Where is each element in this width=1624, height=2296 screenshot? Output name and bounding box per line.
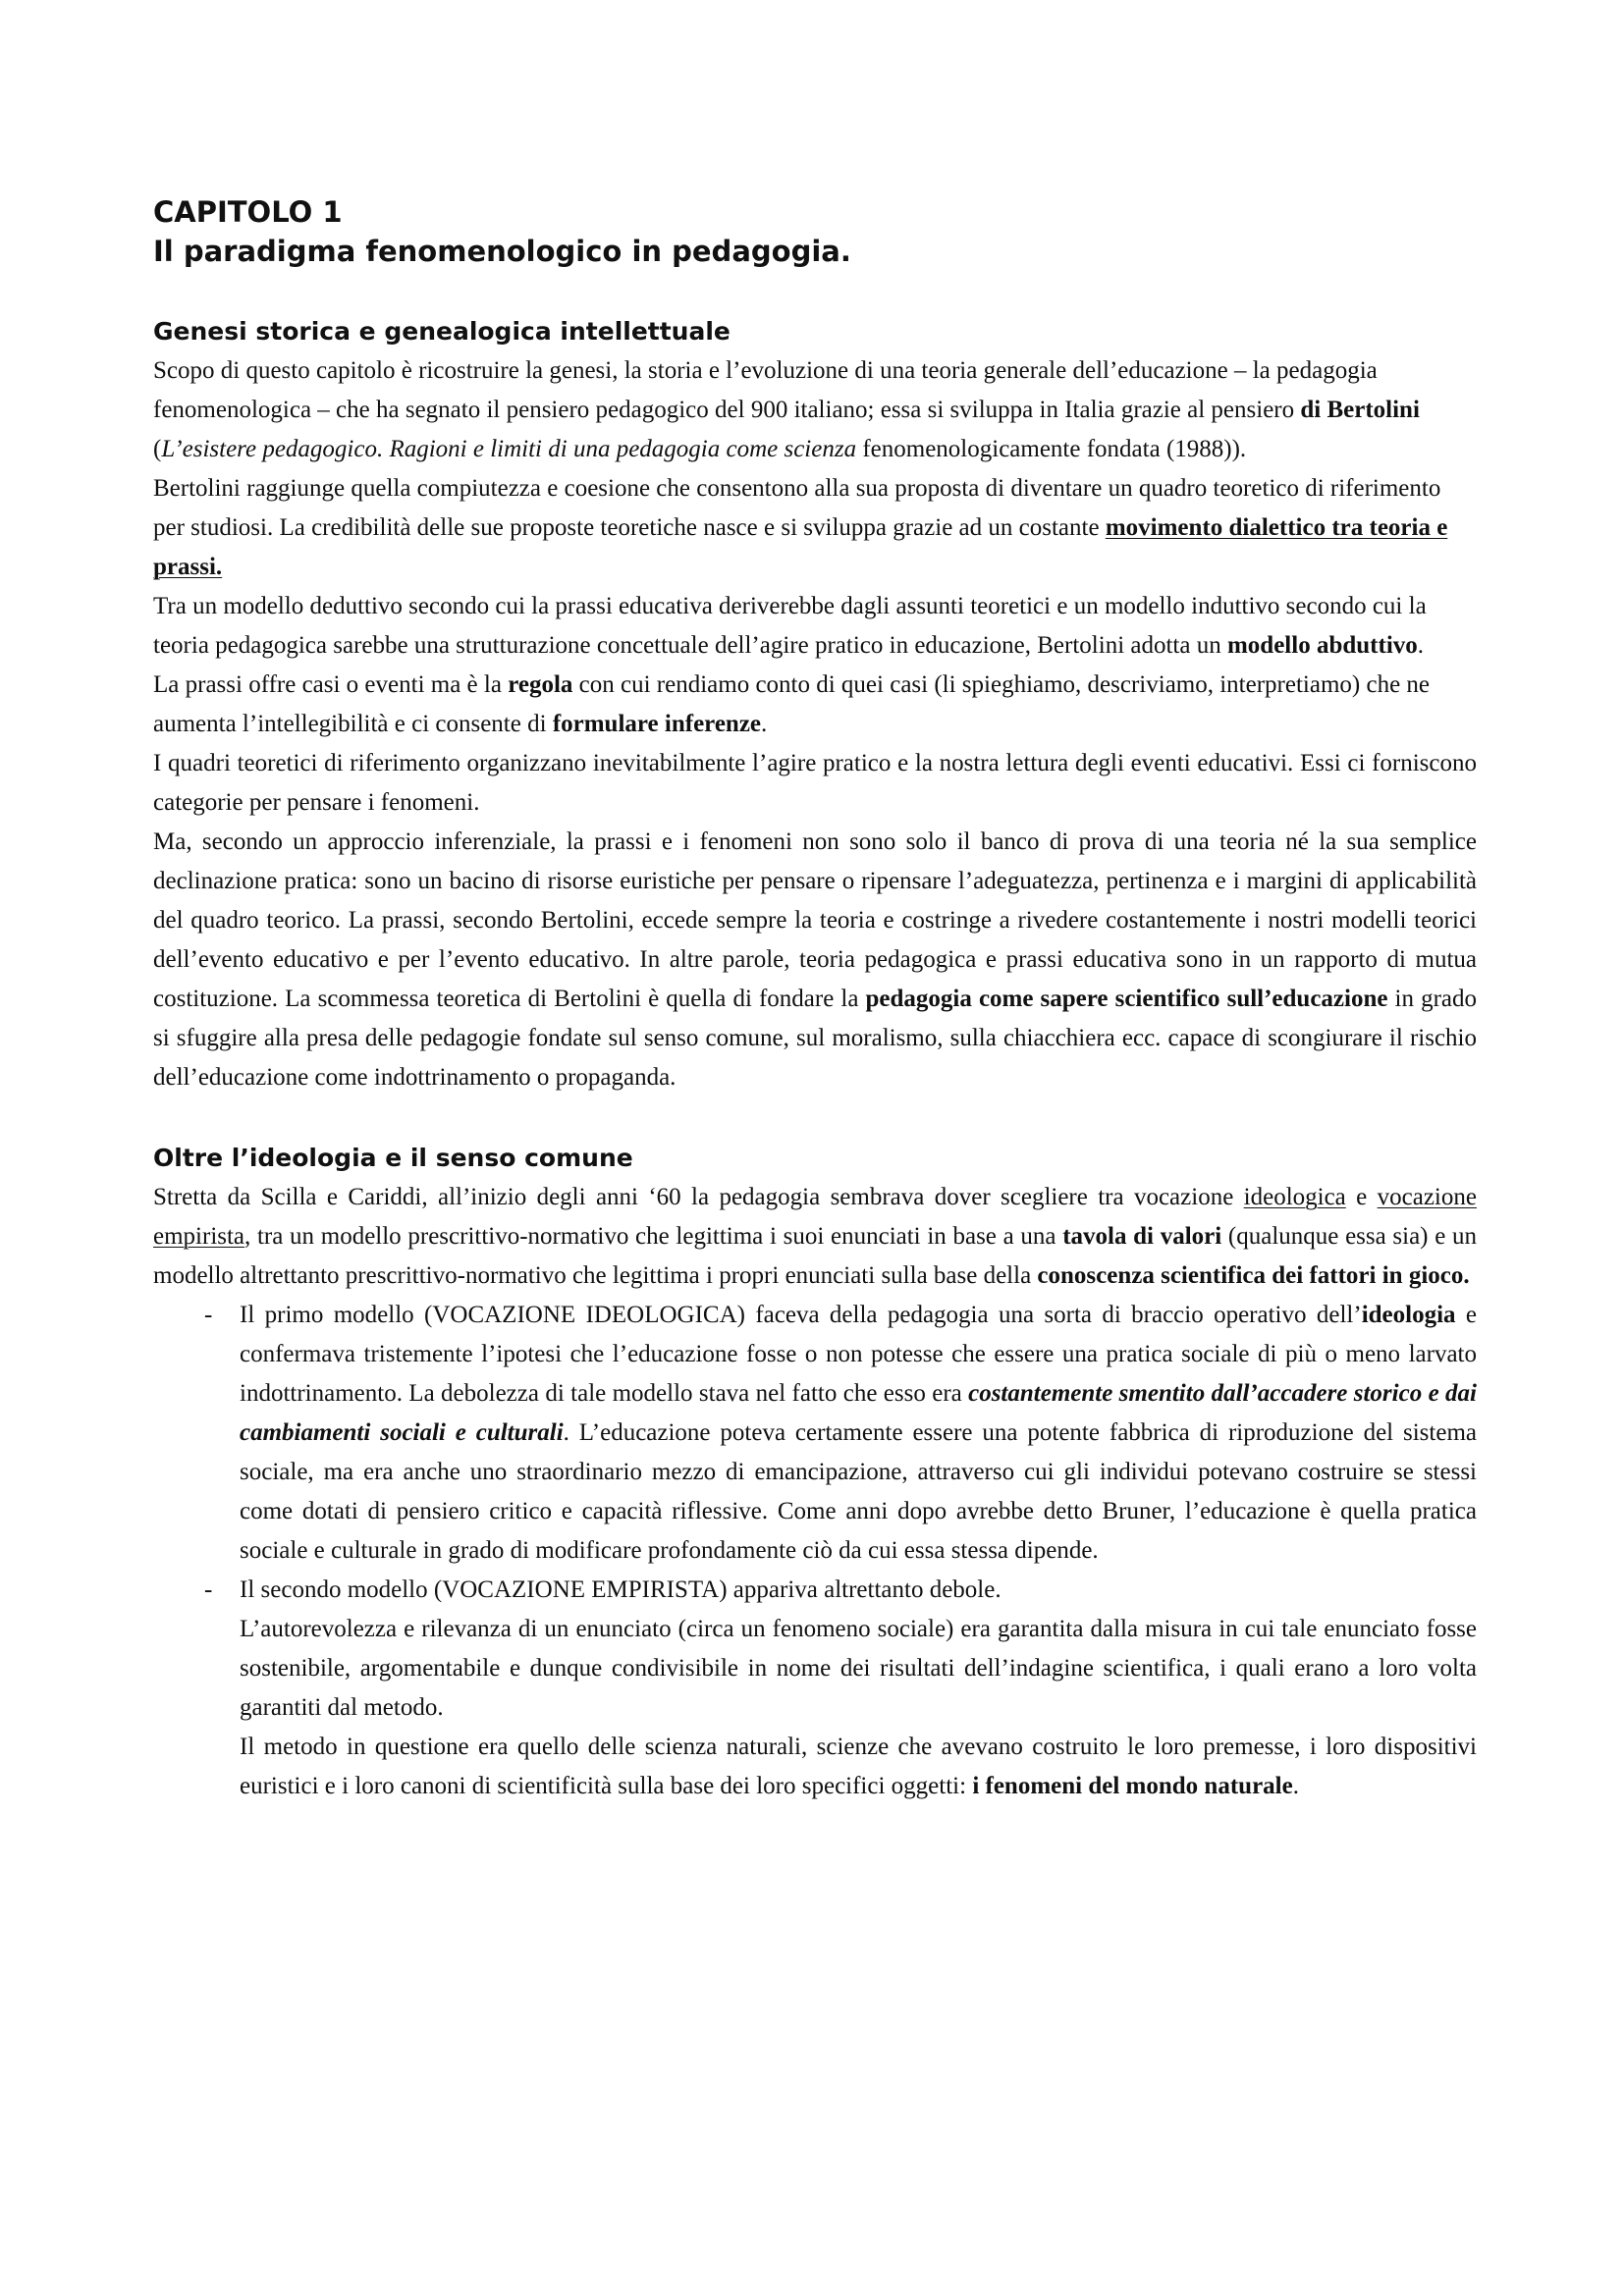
dash-bullet: - [204,1576,213,1603]
paragraph-autorevolezza: L’autorevolezza e rilevanza di un enunciato (circa un fenomeno sociale) era garantita dalla misura in cui tale enunciato fosse sostenibile, argomentabile e dunque condivisibile in nome dei risultati dell’indagine scientifica, i quali erano a loro volta garantiti dal metodo. [240,1616,1477,1721]
list-item [153,1571,1477,1806]
paragraph-vocazione-empirista: Il secondo modello (VOCAZIONE EMPIRISTA) appariva altrettanto debole. [240,1576,1001,1603]
paragraph-prassi-regola: La prassi offre casi o eventi ma è la regola con cui rendiamo conto di quei casi (li spieghiamo, descriviamo, interpretiamo) che ne aumenta l’intellegibilità e ci consente di formulare inferenze. [153,671,1431,737]
chapter-title: Il paradigma fenomenologico in pedagogia. [153,235,851,268]
paragraph-intro: Scopo di questo capitolo è ricostruire la genesi, la storia e l’evoluzione di una teoria generale dell’educazione – la pedagogia fenomenologica – che ha segnato il pensiero pedagogico del 900 italiano; essa si sviluppa in Italia grazie al pensiero di Bertolini (L’esistere pedagogico. Ragioni e limiti di una pedagogia come scienza fenomenologicamente fondata (1988)). [153,357,1420,462]
paragraph-scilla-cariddi: Stretta da Scilla e Cariddi, all’inizio degli anni ‘60 la pedagogia sembrava dover scegliere tra vocazione ideologica e vocazione empirista, tra un modello prescrittivo-normativo che legittima i suoi enunciati in base a una tavola di valori (qualunque essa sia) e un modello altrettanto prescrittivo-normativo che legittima i propri enunciati sulla base della conoscenza scientifica dei fattori in gioco. [153,1184,1478,1289]
paragraph-vocazione-ideologica: Il primo modello (VOCAZIONE IDEOLOGICA) faceva della pedagogia una sorta di braccio operativo dell’ideologia e confermava tristemente l’ipotesi che l’educazione fosse o non potesse che essere una pratica sociale di più o meno larvato indottrinamento. La debolezza di tale modello stava nel fatto che esso era costantemente smentito dall’accadere storico e dai cambiamenti sociali e culturali. L’educazione poteva certamente essere una potente fabbrica di riproduzione del sistema sociale, ma era anche uno straordinario mezzo di emancipazione, attraverso cui gli individui potevano costruire se stessi come dotati di pensiero critico e capacità riflessive. Come anni dopo avrebbe detto Bruner, l’educazione è quella pratica sociale e culturale in grado di modificare profondamente ciò da cui essa stessa dipende. [240,1302,1477,1564]
paragraph-quadri-teoretici: I quadri teoretici di riferimento organizzano inevitabilmente l’agire pratico e la nostra lettura degli eventi educativi. Essi ci forniscono categorie per pensare i fenomeni. [153,750,1477,816]
paragraph-bertolini: Bertolini raggiunge quella compiutezza e coesione che consentono alla sua proposta di diventare un quadro teoretico di riferimento per studiosi. La credibilità delle sue proposte teoretiche nasce e si sviluppa grazie ad un costante movimento dialettico tra teoria e prassi. [153,475,1448,580]
chapter-label: CAPITOLO 1 [153,195,343,229]
models-list [153,1296,1477,1806]
list-item [153,1296,1477,1571]
section-heading-genesi: Genesi storica e genealogica intellettuale [153,317,731,346]
document-page [153,192,1477,1806]
section-heading-ideologia: Oltre l’ideologia e il senso comune [153,1144,633,1172]
dash-bullet: - [204,1302,213,1328]
paragraph-modello-abduttivo: Tra un modello deduttivo secondo cui la prassi educativa deriverebbe dagli assunti teoretici e un modello induttivo secondo cui la teoria pedagogica sarebbe una strutturazione concettuale dell’agire pratico in educazione, Bertolini adotta un modello abduttivo. [153,593,1427,659]
paragraph-approccio-inferenziale: Ma, secondo un approccio inferenziale, la prassi e i fenomeni non sono solo il banco di prova di una teoria né la sua semplice declinazione pratica: sono un bacino di risorse euristiche per pensare o ripensare l’adeguatezza, pertinenza e i margini di applicabilità del quadro teorico. La prassi, secondo Bertolini, eccede sempre la teoria e costringe a rivedere costantemente i nostri modelli teorici dell’evento educativo e per l’evento educativo. In altre parole, teoria pedagogica e prassi educativa sono in un rapporto di mutua costituzione. La scommessa teoretica di Bertolini è quella di fondare la pedagogia come sapere scientifico sull’educazione in grado si sfuggire alla presa delle pedagogie fondate sul senso comune, sul moralismo, sulla chiacchiera ecc. capace di scongiurare il rischio dell’educazione come indottrinamento o propaganda. [153,828,1478,1091]
paragraph-metodo: Il metodo in questione era quello delle scienza naturali, scienze che avevano costruito le loro premesse, i loro dispositivi euristici e i loro canoni di scientificità sulla base dei loro specifici oggetti: i fenomeni del mondo naturale. [240,1734,1477,1799]
